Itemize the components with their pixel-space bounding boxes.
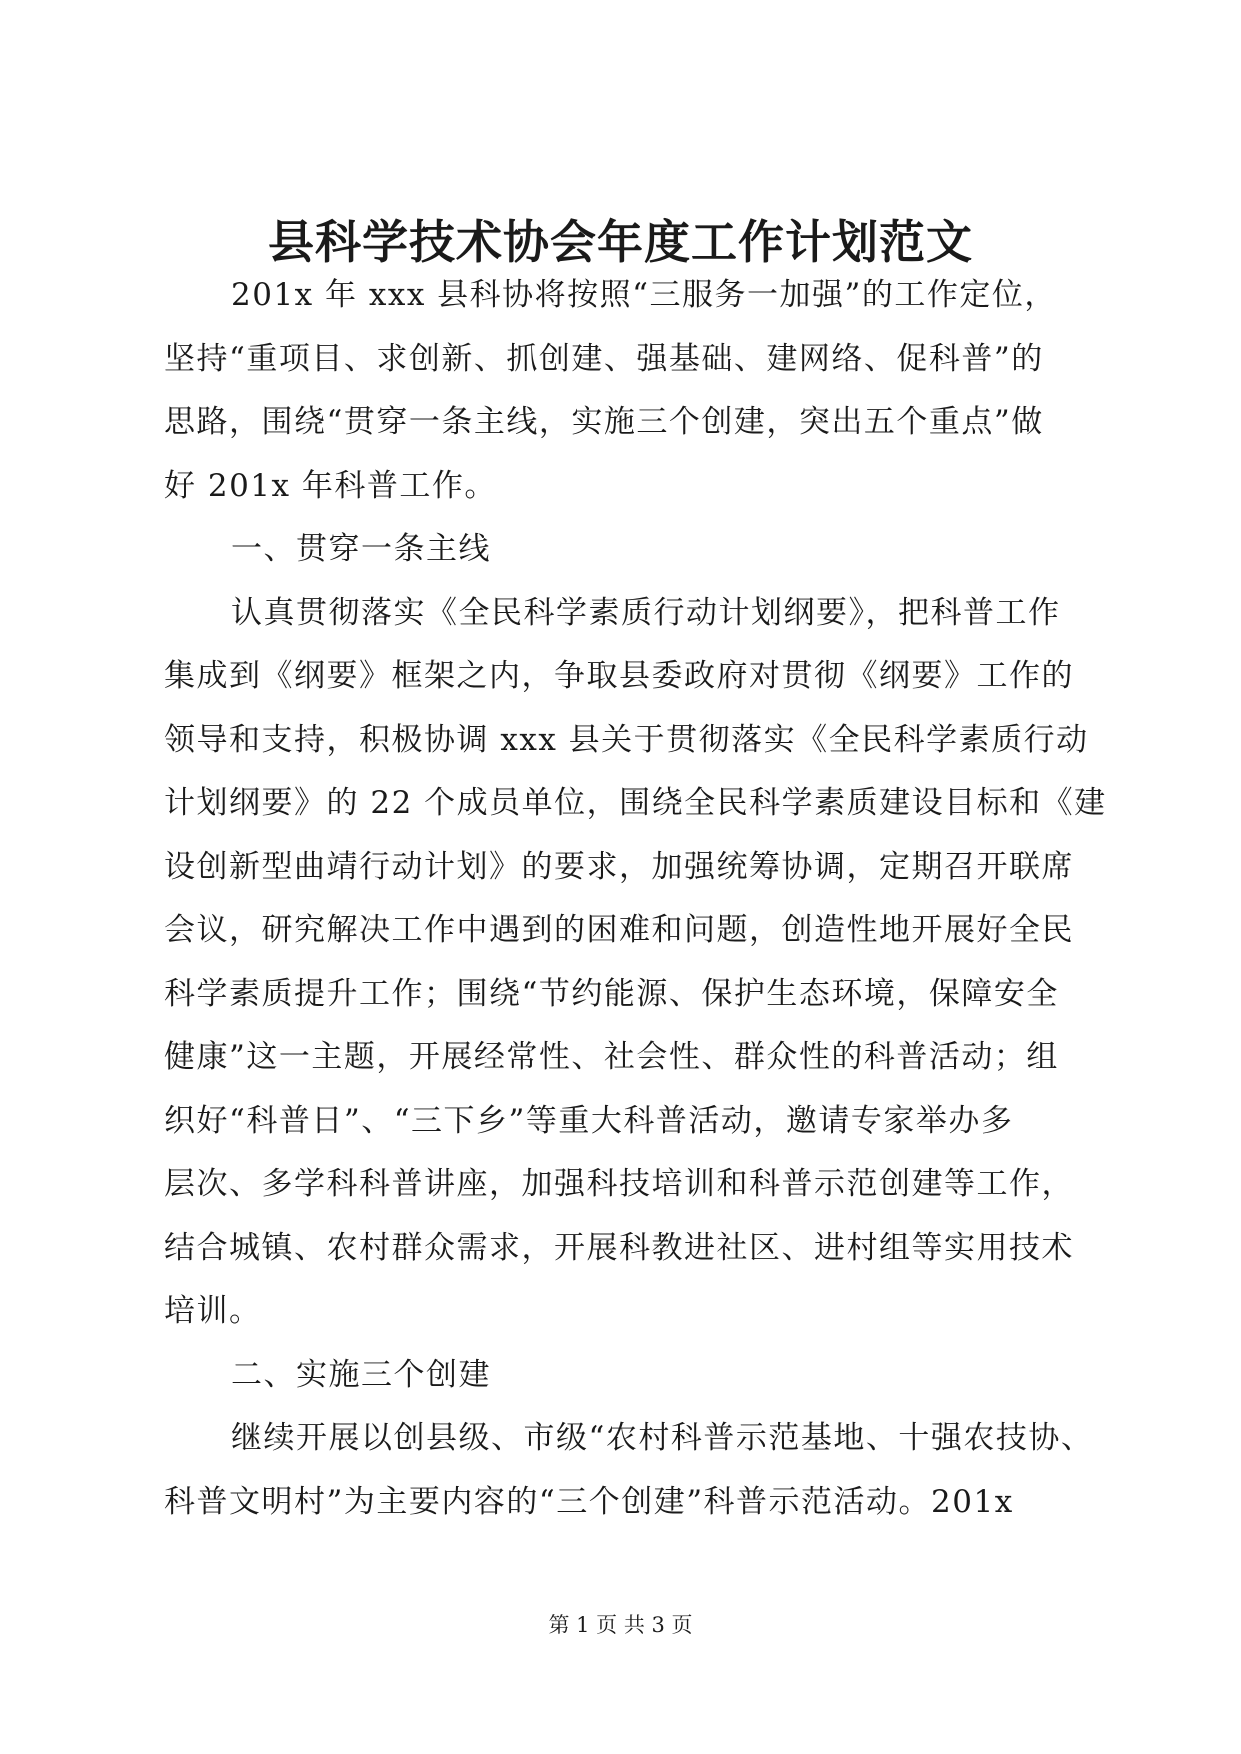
section-heading: 二、实施三个创建 <box>231 1356 491 1393</box>
section-heading: 一、贯穿一条主线 <box>231 531 491 567</box>
paragraph-line: 计划纲要》的 22 个成员单位，围绕全民科学素质建设目标和《建 <box>164 785 1107 821</box>
paragraph-line: 科普文明村”为主要内容的“三个创建”科普示范活动。201x <box>164 1483 1014 1520</box>
paragraph-line: 好 201x 年科普工作。 <box>164 467 497 504</box>
paragraph-line: 201x 年 xxx 县科协将按照“三服务一加强”的工作定位， <box>231 277 1057 313</box>
paragraph-line: 坚持“重项目、求创新、抓创建、强基础、建网络、促科普”的 <box>164 340 1044 377</box>
paragraph-line: 会议，研究解决工作中遇到的困难和问题，创造性地开展好全民 <box>164 912 1074 948</box>
document-title: 县科学技术协会年度工作计划范文 <box>268 215 973 269</box>
paragraph-line: 结合城镇、农村群众需求，开展科教进社区、进村组等实用技术 <box>164 1229 1074 1266</box>
document-body <box>164 264 1107 1534</box>
paragraph-line: 继续开展以创县级、市级“农村科普示范基地、十强农技协、 <box>231 1420 1094 1456</box>
paragraph-line: 培训。 <box>164 1293 262 1329</box>
paragraph-line: 科学素质提升工作；围绕“节约能源、保护生态环境，保障安全 <box>164 975 1059 1012</box>
page-number-footer: 第 1 页 共 3 页 <box>548 1613 693 1637</box>
paragraph-line: 领导和支持，积极协调 xxx 县关于贯彻落实《全民科学素质行动 <box>164 721 1089 758</box>
paragraph-line: 健康”这一主题，开展经常性、社会性、群众性的科普活动；组 <box>164 1039 1059 1075</box>
paragraph-line: 设创新型曲靖行动计划》的要求，加强统筹协调，定期召开联席 <box>164 848 1074 885</box>
paragraph-line: 思路，围绕“贯穿一条主线，实施三个创建，突出五个重点”做 <box>164 404 1044 440</box>
paragraph-line: 集成到《纲要》框架之内，争取县委政府对贯彻《纲要》工作的 <box>164 658 1074 694</box>
paragraph-line: 织好“科普日”、“三下乡”等重大科普活动，邀请专家举办多 <box>164 1102 1014 1139</box>
paragraph-line: 认真贯彻落实《全民科学素质行动计划纲要》，把科普工作 <box>231 594 1061 631</box>
paragraph-line: 层次、多学科科普讲座，加强科技培训和科普示范创建等工作， <box>164 1166 1074 1202</box>
